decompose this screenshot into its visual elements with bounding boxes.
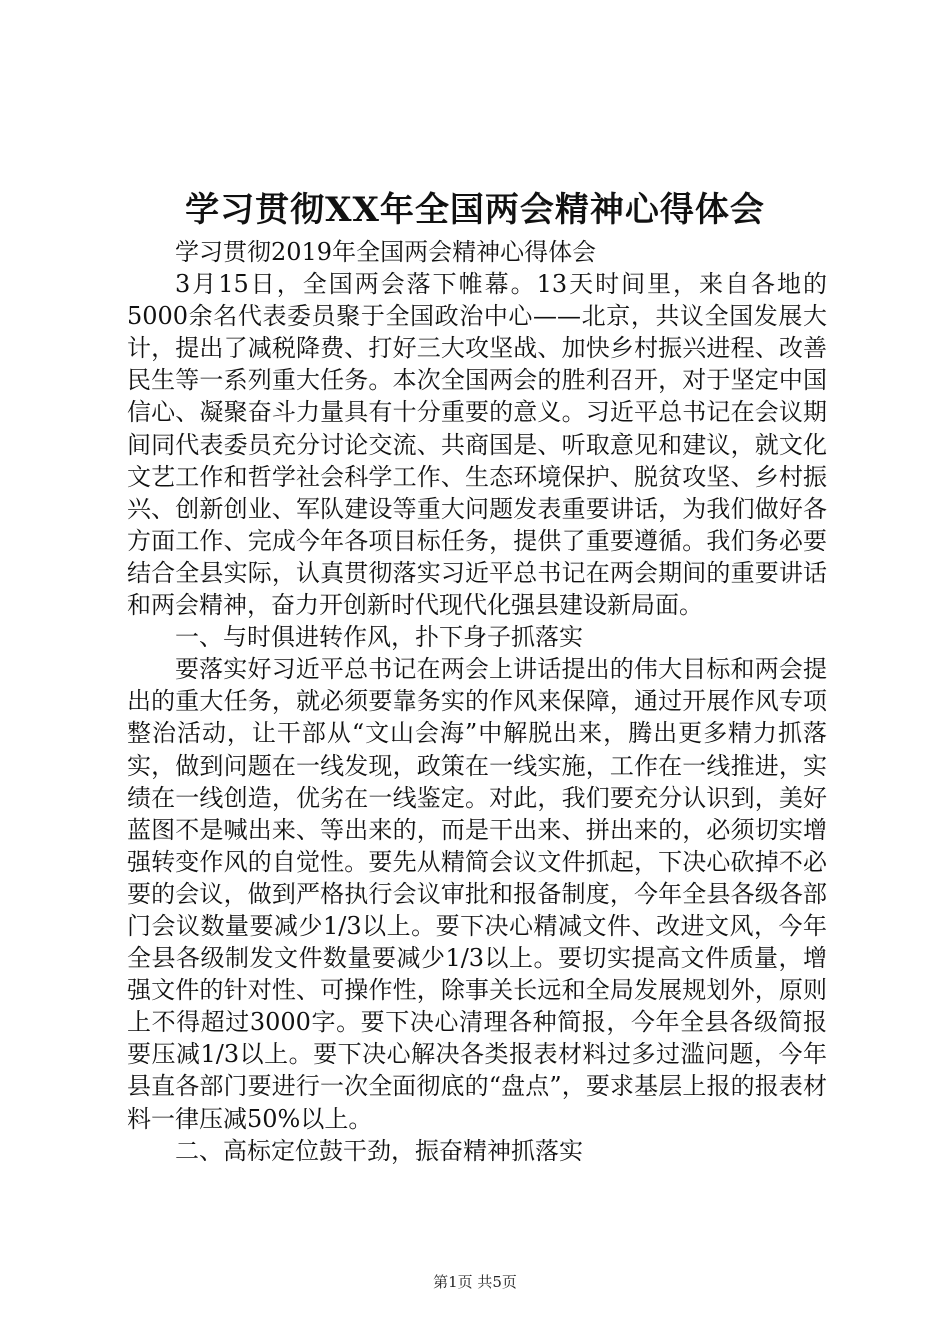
page-indicator: 第1页 共5页 xyxy=(433,1273,517,1291)
document-body xyxy=(127,236,827,1167)
document-title: 学习贯彻XX年全国两会精神心得体会 xyxy=(185,190,765,230)
body-paragraph-intro: 3月15日，全国两会落下帷幕。13天时间里，来自各地的5000余名代表委员聚于全国政治中心——北京，共议全国发展大计，提出了减税降费、打好三大攻坚战、加快乡村振兴进程、改善民生等一系列重大任务。本次全国两会的胜利召开，对于坚定中国信心、凝聚奋斗力量具有十分重要的意义。习近平总书记在会议期间同代表委员充分讨论交流、共商国是、听取意见和建议，就文化文艺工作和哲学社会科学工作、生态环境保护、脱贫攻坚、乡村振兴、创新创业、军队建设等重大问题发表重要讲话，为我们做好各方面工作、完成今年各项目标任务，提供了重要遵循。我们务必要结合全县实际，认真贯彻落实习近平总书记在两会期间的重要讲话和两会精神，奋力开创新时代现代化强县建设新局面。 xyxy=(127,270,827,620)
page-footer xyxy=(0,1272,950,1292)
section-heading-1: 一、与时俱进转作风，扑下身子抓落实 xyxy=(175,623,583,652)
body-paragraph-subtitle: 学习贯彻2019年全国两会精神心得体会 xyxy=(175,238,597,266)
body-paragraph-section-1: 要落实好习近平总书记在两会上讲话提出的伟大目标和两会提出的重大任务，就必须要靠务实的作风来保障，通过开展作风专项整治活动，让干部从“文山会海”中解脱出来，腾出更多精力抓落实，做到问题在一线发现，政策在一线实施，工作在一线推进，实绩在一线创造，优劣在一线鉴定。对此，我们要充分认识到，美好蓝图不是喊出来、等出来的，而是干出来、拼出来的，必须切实增强转变作风的自觉性。要先从精简会议文件抓起，下决心砍掉不必要的会议，做到严格执行会议审批和报备制度，今年全县各级各部门会议数量要减少1/3以上。要下决心精减文件、改进文风，今年全县各级制发文件数量要减少1/3以上。要切实提高文件质量，增强文件的针对性、可操作性，除事关长远和全局发展规划外，原则上不得超过3000字。要下决心清理各种简报，今年全县各级简报要压减1/3以上。要下决心解决各类报表材料过多过滥问题，今年县直各部门要进行一次全面彻底的“盘点”，要求基层上报的报表材料一律压减50%以上。 xyxy=(127,655,827,1133)
section-heading-2: 二、高标定位鼓干劲，振奋精神抓落实 xyxy=(175,1136,583,1165)
